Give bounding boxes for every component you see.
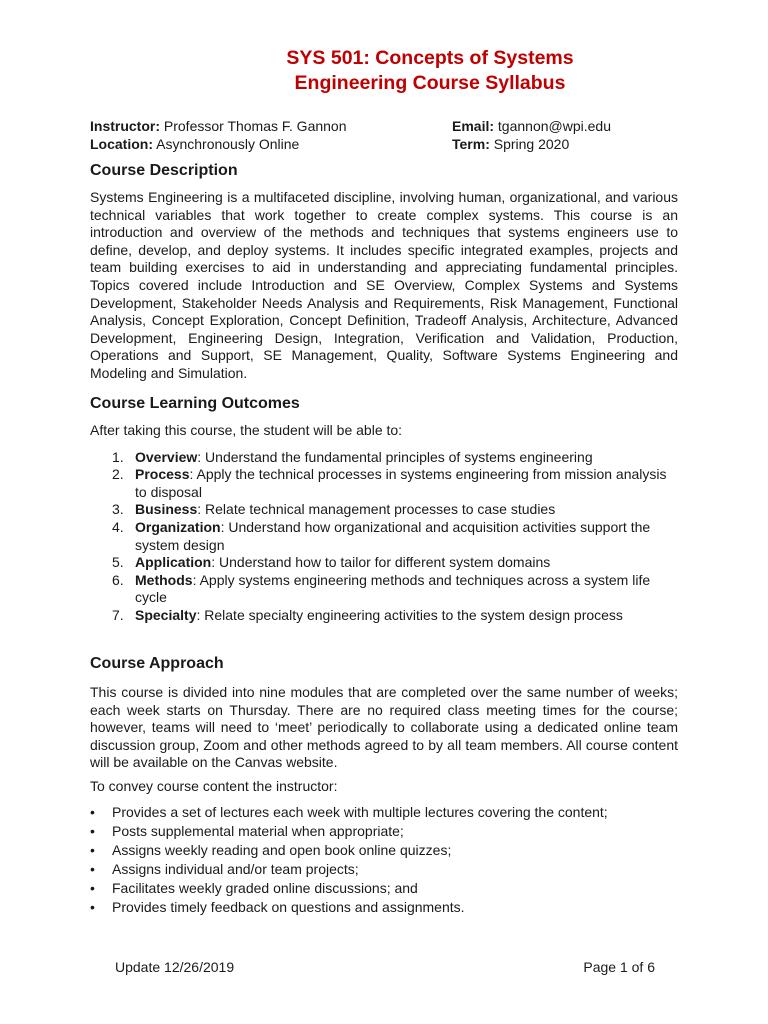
bullet-icon: • [90, 898, 95, 915]
term-value: Spring 2020 [493, 136, 570, 152]
bullet-icon: • [90, 803, 95, 820]
duty-text: Assigns individual and/or team projects; [112, 860, 359, 877]
outcome-term: Overview [135, 448, 198, 465]
outcome-text: : Relate technical management processes to case studies [197, 501, 556, 518]
outcome-term: Organization [135, 518, 221, 535]
outcome-number: 4. [112, 518, 124, 535]
duty-text: Facilitates weekly graded online discussions; and [112, 879, 418, 896]
outcome-term: Business [135, 501, 198, 518]
course-approach-text: This course is divided into nine modules that are completed over the same number of weeks; each week starts on Thursday. There are no required class meeting times for the course; however, teams will need to ‘meet’ periodically to collaborate using a dedicated online team discussion group, Zoom and other methods agreed to by all team members. All course content will be available on the Canvas website. [90, 684, 678, 771]
outcome-number: 2. [112, 466, 124, 483]
outcome-term: Application [135, 554, 212, 571]
outcome-text: : Understand the fundamental principles of systems engineering [197, 448, 593, 465]
document-title [0, 46, 768, 96]
learning-outcomes-intro: After taking this course, the student will be able to: [90, 422, 403, 438]
term-label: Term: [452, 136, 490, 152]
outcome-item [90, 519, 678, 554]
outcome-number: 6. [112, 571, 124, 588]
meta-row-1 [90, 117, 690, 135]
duty-item [90, 879, 678, 898]
outcome-text: : Understand how organizational and acquisition activities support the system design [135, 518, 651, 553]
course-description-text: Systems Engineering is a multifaceted discipline, involving human, organizational, and various technical variables that work together to create complex systems. This course is an introduction and overview of the methods and techniques that systems engineers use to define, develop, and deploy systems. It includes specific integrated examples, projects and team building exercises to aid in understanding and appreciating fundamental principles. Topics covered include Introduction and SE Overview, Complex Systems and Systems Development, Stakeholder Needs Analysis and Requirements, Risk Management, Functional Analysis, Concept Exploration, Concept Definition, Tradeoff Analysis, Architecture, Advanced Development, Engineering Design, Integration, Verification and Validation, Production, Operations and Support, SE Management, Quality, Software Systems Engineering and Modeling and Simulation. [90, 189, 678, 381]
outcome-item [90, 466, 678, 501]
update-date: Update 12/26/2019 [115, 959, 235, 975]
outcome-number: 3. [112, 501, 124, 518]
duty-item [90, 822, 678, 841]
outcome-item [90, 572, 678, 607]
page-number: Page 1 of 6 [583, 959, 655, 975]
instructor-field [90, 117, 452, 135]
course-approach-intro: To convey course content the instructor: [90, 777, 338, 794]
instructor-duties-list [90, 803, 678, 917]
learning-outcomes-section [90, 394, 678, 625]
outcome-term: Process [135, 466, 190, 483]
duty-text: Posts supplemental material when appropriate; [112, 822, 404, 839]
duty-item [90, 841, 678, 860]
duty-item [90, 898, 678, 917]
meta-row-2 [90, 135, 690, 153]
outcome-number: 5. [112, 554, 124, 571]
instructor-label: Instructor: [90, 118, 160, 134]
course-meta [90, 117, 690, 153]
learning-outcomes-heading: Course Learning Outcomes [90, 395, 300, 412]
email-value: tgannon@wpi.edu [497, 118, 611, 134]
outcome-text: : Apply the technical processes in systems engineering from mission analysis to disposal [135, 466, 667, 500]
duty-item [90, 860, 678, 879]
term-field [452, 135, 569, 153]
outcome-number: 1. [112, 448, 124, 465]
outcome-term: Specialty [135, 606, 197, 623]
course-description-heading: Course Description [90, 162, 238, 179]
bullet-icon: • [90, 860, 95, 877]
outcome-number: 7. [112, 606, 124, 623]
duty-text: Provides timely feedback on questions and assignments. [112, 898, 465, 915]
email-field [452, 117, 611, 135]
location-value: Asynchronously Online [156, 136, 300, 152]
location-label: Location: [90, 136, 153, 152]
outcome-item [90, 607, 678, 625]
outcome-item [90, 554, 678, 572]
outcome-item [90, 449, 678, 467]
email-label: Email: [452, 118, 495, 134]
bullet-icon: • [90, 879, 95, 896]
duty-text: Assigns weekly reading and open book online quizzes; [112, 841, 452, 858]
course-approach-section [90, 654, 678, 917]
outcome-term: Methods [135, 571, 193, 588]
outcome-text: : Relate specialty engineering activities to the system design process [196, 606, 623, 623]
title-line-1: SYS 501: Concepts of Systems [286, 47, 574, 69]
instructor-value: Professor Thomas F. Gannon [163, 118, 347, 134]
bullet-icon: • [90, 822, 95, 839]
course-description-section [90, 161, 678, 383]
page-footer [115, 959, 655, 975]
duty-text: Provides a set of lectures each week with multiple lectures covering the content; [112, 803, 608, 820]
bullet-icon: • [90, 841, 95, 858]
title-line-2: Engineering Course Syllabus [294, 72, 566, 94]
outcome-text: : Understand how to tailor for different system domains [211, 554, 551, 571]
learning-outcomes-list [90, 449, 678, 625]
course-approach-heading: Course Approach [90, 655, 224, 672]
location-field [90, 135, 452, 153]
outcome-text: : Apply systems engineering methods and techniques across a system life cycle [135, 571, 651, 606]
duty-item [90, 803, 678, 822]
outcome-item [90, 501, 678, 519]
